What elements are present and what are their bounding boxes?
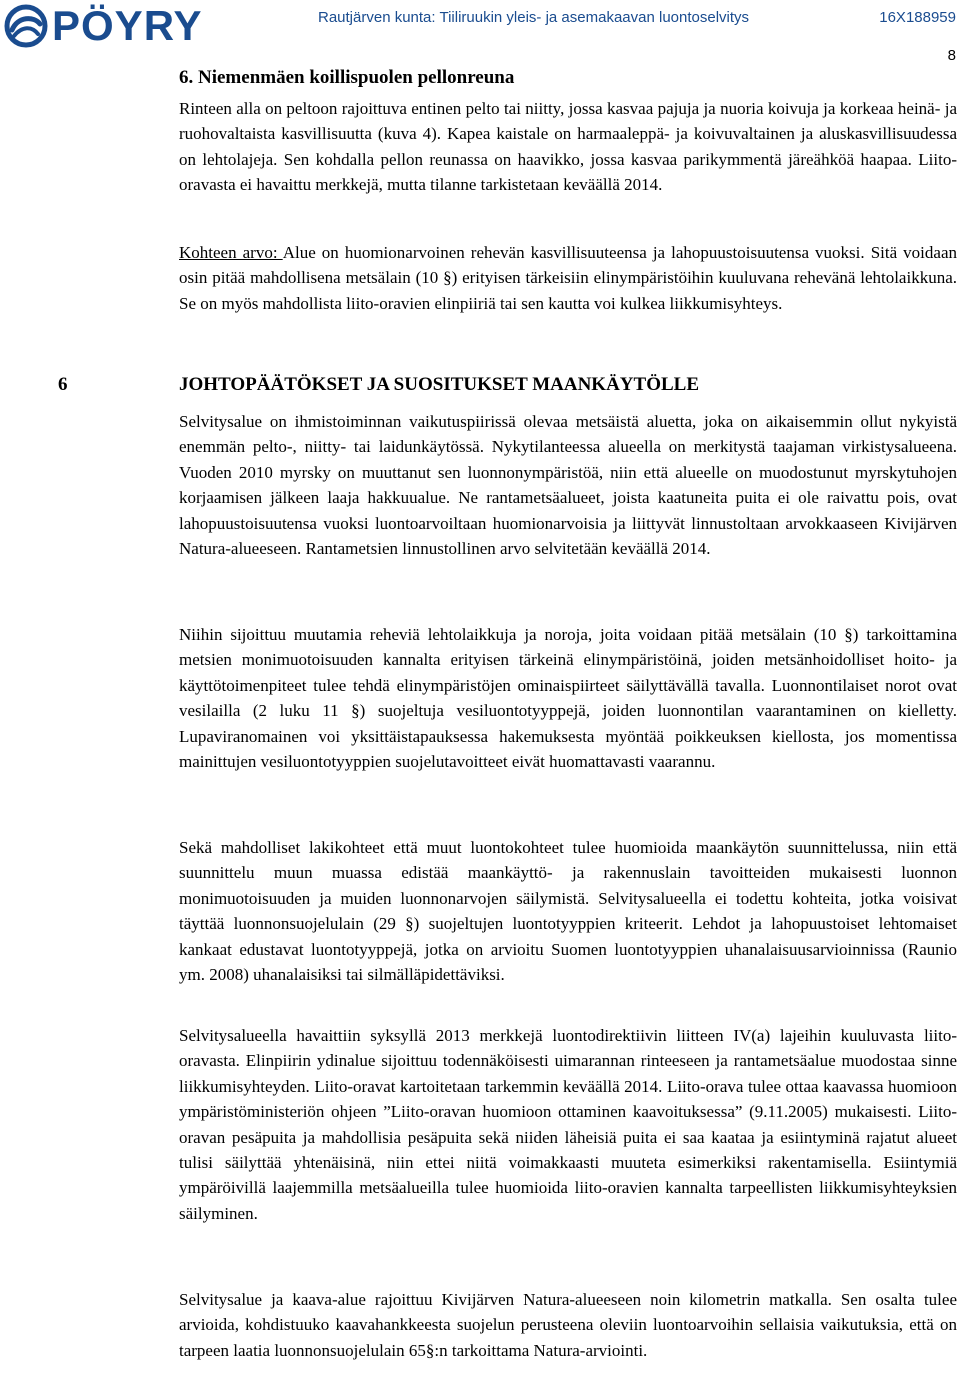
section-title: JOHTOPÄÄTÖKSET JA SUOSITUKSET MAANKÄYTÖLLE [179, 374, 699, 395]
company-logo [4, 4, 244, 48]
document-title: Rautjärven kunta: Tiiliruukin yleis- ja asemakaavan luontoselvitys [318, 9, 750, 26]
section-paragraph-4: Selvitysalueella havaittiin syksyllä 2013 merkkejä luontodirektiivin liitteen IV(a) lajeihin kuuluvasta liito-oravasta. Elinpiirin ydinalue sijoittuu todennäköisesti uimarannan rinteeseen ja rantametsäalue muodostaa sinne liikkumisyhteyden. Liito-oravat kartoitetaan tarkemmin keväällä 2014. Liito-orava tulee ottaa kaavassa huomioon ympäristöministeriön ohjeen ”Liito-oravan huomioon ottaminen kaavoituksessa” (9.11.2005) mukaisesti. Liito-oravan pesäpuita ja mahdollisia pesäpuita sekä niiden läheisiä puita ei saa kaataa ja esiintyminä rajatut alueet tulisi säilyttää yhtenäisinä, niin ettei niitä voimakkaasti muuteta esimerkiksi rakentamisella. Esiintymiä ympäröivillä laajemmilla metsäalueilla tulee huomioida liito-oravien kannalta tarpeellisten liikkumisyhteyksien säilyminen. [179, 1026, 957, 1223]
subsection-paragraph-1: Rinteen alla on peltoon rajoittuva entinen pelto tai niitty, jossa kasvaa pajuja ja nuoria koivuja ja korkeaa heinä- ja ruohovaltaista kasvillisuutta (kuva 4). Kapea kaistale on harmaaleppä- ja koivuvaltainen ja aluskasvillisuudessa on lehtolajeja. Sen kohdalla pellon reunassa on haavikko, jossa kasvaa parikymmentä järeähköä haapaa. Liito-oravasta ei havaittu merkkejä, mutta tilanne tarkistetaan keväällä 2014. [179, 99, 957, 195]
page-number: 8 [947, 47, 956, 64]
section-paragraph-3: Sekä mahdolliset lakikohteet että muut luontokohteet tulee huomioida maankäytön suunnittelussa, niin että suunnittelu muun muassa edistää maankäyttö- ja rakennuslain tavoitteiden mukaisesti luonnon monimuotoisuuden ja muiden luonnonarvojen säilymistä. Selvitysalueella ei todettu kohteita, jotka voisivat täyttää luonnonsuojelulain (29 §) suojeltujen luontotyyppien kriteerit. Lehdot ja lahopuustoiset lehtomaiset kankaat edustavat luontotyyppejä, jotka on arvioitu Suomen luontotyyppien uhanalaisuusarvioinnissa (Raunio ym. 2008) uhanalaisiksi tai silmälläpidettäviksi. [179, 838, 957, 985]
subsection-value-paragraph [179, 240, 957, 316]
section-paragraph-1: Selvitysalue on ihmistoiminnan vaikutuspiirissä olevaa metsäistä aluetta, joka on aikaisemmin ollut nykyistä enemmän pelto-, niitty- tai laidunkäytössä. Nykytilanteessa alueella on merkitystä taajaman virkistysalueena. Vuoden 2010 myrsky on muuttanut sen luonnonympäristöä, niin että alueelle on muodostunut myrskytuhojen korjaamisen jälkeen laaja hakkuualue. Ne rantametsäalueet, joista kaatuneita puita ei ole raivattu pois, ovat lahopuustoisuutensa vuoksi luontoarvoiltaan huomionarvoisia ja liittyvät linnustoltaan arvokkaaseen Kivijärven Natura-alueeseen. Rantametsien linnustollinen arvo selvitetään keväällä 2014. [179, 412, 957, 559]
section-paragraph-2: Niihin sijoittuu muutamia reheviä lehtolaikkuja ja noroja, joita voidaan pitää metsälain (10 §) tarkoittamina metsien monimuotoisuuden kannalta erityisen tärkeinä elinympäristöinä, joiden metsänhoidolliset hoito- ja käyttötoimenpiteet tulee tehdä elinympäristöjen ominaispiirteet säilyttävällä tavalla. Luonnontilaiset norot ovat vesilailla (2 luku 11 §) suojeltuja vesiluontotyyppejä, joiden luonnontilan vaarantaminen on kielletty. Lupaviranomainen voi yksittäistapauksessa hakemuksesta myöntää poikkeuksen kiellosta, jos momentissa mainittujen vesiluontotyyppien suojelutavoitteet eivät huomattavasti vaarannu. [179, 625, 957, 772]
logo-wordmark: PÖYRY [52, 2, 203, 49]
section-number: 6 [58, 374, 68, 395]
section-paragraph-5: Selvitysalue ja kaava-alue rajoittuu Kivijärven Natura-alueeseen noin kilometrin matkalla. Sen osalta tulee arvioida, kohdistuuko kaavahankkeesta suojelun perusteena oleviin luontoarvoihin sellaisia vaikutuksia, että on tarpeen laatia luonnonsuojelulain 65§:n tarkoittama Natura-arviointi. [179, 1290, 957, 1360]
value-text: Alue on huomionarvoinen rehevän kasvillisuuteensa ja lahopuustoisuutensa vuoksi. Sitä voidaan osin pitää mahdollisena metsälain (10 §) erityisen tärkeisiin elinympäristöihin kuuluvana rehevänä lehtolaikkuna. Se on myös mahdollista liito-oravien elinpiiriä tai sen kautta voi kulkea liikkumisyhteys. [179, 243, 957, 313]
poyry-swirl-icon [4, 4, 48, 48]
value-label: Kohteen arvo: [179, 243, 283, 262]
document-code: 16X188959 [879, 9, 956, 26]
subsection-title: 6. Niemenmäen koillispuolen pellonreuna [179, 67, 515, 88]
